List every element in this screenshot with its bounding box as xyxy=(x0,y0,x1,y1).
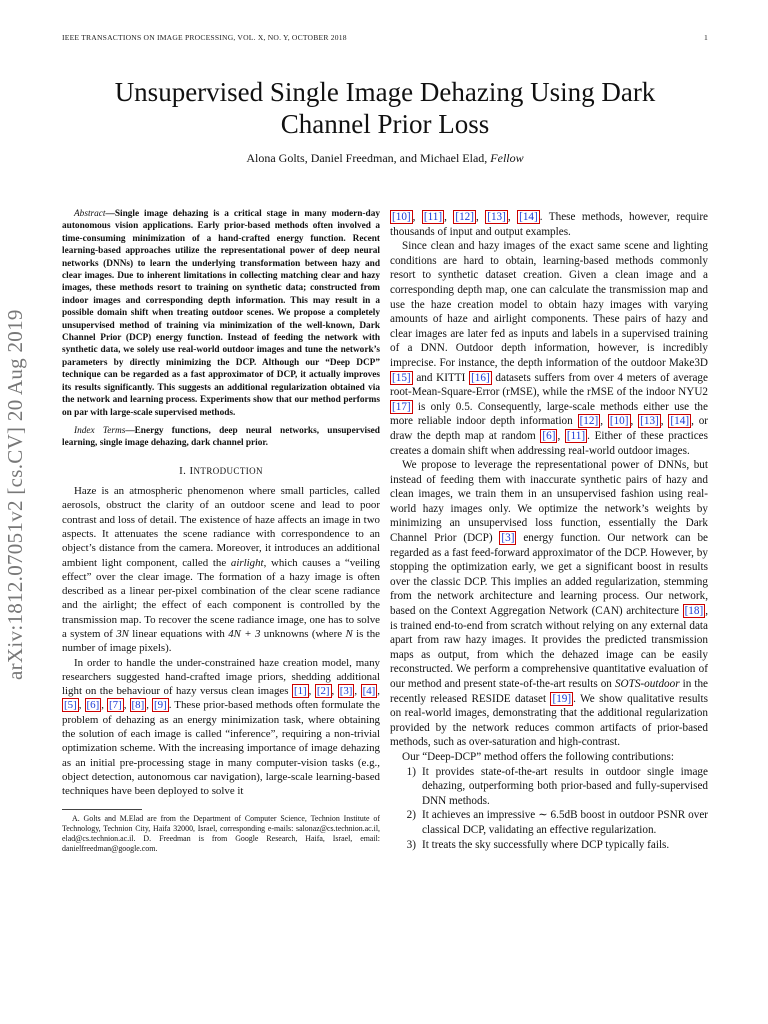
citation-link[interactable]: [9] xyxy=(154,699,167,712)
author-list xyxy=(62,151,708,166)
text-run: . Either of these practices creates a domain shift when addressing real-world outdoor images. xyxy=(390,429,708,457)
text-run: is only 0.5. Consequently, large-scale methods either use the more reliable indoor depth information xyxy=(390,400,708,428)
intro-paragraph-1 xyxy=(62,484,380,656)
list-item xyxy=(390,838,708,853)
citation-link[interactable]: [5] xyxy=(64,699,77,712)
citation-link[interactable]: [11] xyxy=(423,211,443,223)
section-title-rest: NTRODUCTION xyxy=(193,465,263,476)
index-terms-lead: Index Terms xyxy=(74,425,126,436)
citation-link[interactable]: [8] xyxy=(131,699,145,712)
list-text: It treats the sky successfully where DCP typically fails. xyxy=(422,838,670,851)
contributions-list xyxy=(390,765,708,853)
author-fellow: Fellow xyxy=(490,151,524,165)
citation-link[interactable]: [14] xyxy=(519,211,538,223)
text-run: is the number of image pixels). xyxy=(62,627,380,655)
citation-link[interactable]: [17] xyxy=(392,400,411,413)
running-head xyxy=(62,33,708,42)
citation-link[interactable]: [19] xyxy=(552,692,572,705)
text-run: It achieves an impressive xyxy=(422,809,539,822)
citation-link[interactable]: [13] xyxy=(487,211,506,223)
citation-link[interactable]: [14] xyxy=(670,415,690,428)
citation-link[interactable]: [16] xyxy=(471,371,490,384)
intro-paragraph-4 xyxy=(390,458,708,750)
index-terms xyxy=(62,425,380,450)
intro-paragraph-3: Since clean and hazy images of the exact same scene and lighting conditions are hard to obtain, learning-based methods commonly resort to synthetic dataset creation. Given a clean image and a corresponding depth map, one can calculate the transmission map and use the haze creation model to obtain hazy images with varying amounts of haze and airlight components. These pairs of hazy and clear images are later fed as inputs and labels in a supervised training of a DNN. Outdoor depth information, however, is incredibly imprecise. For instance, the depth information of the outdoor Make3D [15] and KITTI [16] datasets suffers from over 4 meters of average root-Mean-Square-Error (rMSE), while the rMSE of the indoor NYU2 [17] is only 0.5. Consequently, large-scale methods either use the more reliable indoor depth information [12] , [10] , [13] , [14] , or draw the depth map at random [6] , [11] . Either of these practices creates a domain shift when addressing real-world outdoor images. xyxy=(390,240,709,457)
text-run: and KITTI xyxy=(412,371,470,384)
list-number: 2) xyxy=(406,809,416,822)
title-line-1: Unsupervised Single Image Dehazing Using Dark xyxy=(114,77,656,107)
citation-link[interactable]: [3] xyxy=(339,685,353,698)
right-column xyxy=(390,210,708,852)
arxiv-stamp[interactable]: arXiv:1812.07051v2 [cs.CV] 20 Aug 2019 xyxy=(3,309,27,680)
text-run: linear equations with xyxy=(128,627,229,640)
text-run: , or draw the depth map at random xyxy=(390,415,709,442)
math-4n-plus-3: 4N + 3 xyxy=(228,627,261,640)
citation-link[interactable]: [6] xyxy=(86,699,100,712)
citation-link[interactable]: [10] xyxy=(392,211,411,223)
citation-link[interactable]: [7] xyxy=(109,699,122,712)
airlight-term: airlight xyxy=(230,556,264,569)
text-run: dB boost in outdoor PSNR over classical DCP, validating an effective regularization. xyxy=(422,809,709,836)
abstract xyxy=(62,208,380,419)
list-number: 1) xyxy=(406,765,416,778)
citation-link[interactable]: [12] xyxy=(579,415,599,428)
intro-paragraph-2-cont: [10] , [11] , [12] , [13] , [14] . These methods, however, require thousands of input and output examples. xyxy=(390,211,709,238)
citation-link[interactable]: [15] xyxy=(392,371,411,384)
math-3n: 3N xyxy=(116,627,129,640)
citation-link[interactable]: [3] xyxy=(501,532,515,545)
abstract-text: —Single image dehazing is a critical stage in many modern-day autonomous vision applications. Early prior-based methods often involved a time-consuming minimization of a hand-crafted energy function. Recent learning-based approaches utilize the representational power of deep neural networks (DNNs) to learn the underlying transformation between hazy and clear images. Due to inherent limitations in collecting matching clear and hazy images, these methods resort to training on synthetic data; constructed from indoor images and corresponding depth information. This may result in a possible domain shift when treating outdoor scenes. We propose a completely unsupervised method of training via minimization of the well-known, Dark Channel Prior (DCP) energy function. Instead of feeding the network with synthetic data, we solely use real-world outdoor images and tune the network’s parameters by directly minimizing the DCP. Although our “Deep DCP” technique can be regarded as a fast approximator of DCP, it actually improves its results significantly. This suggests an additional regularization obtained via the network and learning process. Experiments show that our method performs on par with large-scale supervised methods. xyxy=(62,209,380,418)
citation-link[interactable]: [10] xyxy=(609,415,629,428)
section-numeral: I. I xyxy=(179,464,194,477)
text-run: unknowns (where xyxy=(260,627,346,640)
citation-link[interactable]: [2] xyxy=(316,685,330,698)
text-run: . These methods, however, require thousands of input and output examples. xyxy=(390,211,709,238)
math-n: N xyxy=(345,627,353,640)
list-item xyxy=(390,808,708,837)
text-run: Since clean and hazy images of the exact same scene and lighting conditions are hard to obtain, learning-based methods commonly resort to synthetic dataset creation. Given a clean image and a corresponding depth map, one can calculate the transmission map and use the haze creation model to obtain hazy images with varying amounts of haze and airlight components. These pairs of hazy and clear images are later fed as inputs and labels in a supervised training of a DNN. Outdoor depth information, however, is incredibly imprecise. For instance, the depth information of the outdoor Make3D xyxy=(390,240,708,369)
text-run: Haze is an atmospheric phenomenon where small particles, called aerosols, obstruct the clarity of an outdoor scene and lead to poor contrast and loss of detail. The existence of haze affects an image in two aspects. It attenuates the scene radiance with correspondence to an object’s distance from the camera. Moreover, it introduces an additional ambient light component, called the xyxy=(62,485,380,569)
citation-link[interactable]: [6] xyxy=(542,429,556,442)
list-text: It provides state-of-the-art results in outdoor single image dehazing, outperforming both prior-based and fully-supervised DNN methods. xyxy=(422,765,708,807)
citation-link[interactable]: [4] xyxy=(362,685,376,698)
citation-link[interactable]: [18] xyxy=(684,605,704,618)
text-run: datasets suffers from over 4 meters of average root-Mean-Square-Error (rMSE), while the rMSE of the indoor NYU2 xyxy=(390,371,708,399)
citation-link[interactable]: [11] xyxy=(566,429,586,442)
list-text xyxy=(422,808,708,837)
abstract-lead: Abstract xyxy=(74,209,106,219)
text-run: . We show qualitative results on real-world images, demonstrating that the additional regularization provided by the network reduces common artifacts of prior-based methods, such as over-saturation and high-contrast. xyxy=(390,692,708,749)
dataset-name: SOTS-outdoor xyxy=(614,678,680,690)
text-run: energy function. Our network can be regarded as a fast feed-forward approximator of the DCP. However, by stopping the optimization early, we get a significant boost in results over the classic DCP. This implies an added regularization, stemming from the network architecture and learning process. Our network, based on the Context Aggregation Network (CAN) architecture xyxy=(390,532,708,618)
citation-link[interactable]: [1] xyxy=(293,685,307,698)
text-run: in the recently released RESIDE dataset xyxy=(390,678,709,705)
text-run: In order to handle the under-constrained haze creation model, many researchers suggested hand-crafted image priors, shedding additional light on the behaviour of hazy versus clean images xyxy=(62,656,380,698)
contributions-intro: Our “Deep-DCP” method offers the following contributions: xyxy=(402,750,674,763)
citation-link[interactable]: [12] xyxy=(455,211,474,223)
text-run: We propose to leverage the representational power of DNNs, but instead of feeding them with inaccurate synthetic pairs of hazy and clean images, we train them in an unsupervised fashion using real-world hazy images only. We optimize the network’s weights by minimizing an unsupervised loss function, essentially the Dark Channel Prior (DCP) xyxy=(390,459,708,545)
page-number: 1 xyxy=(704,33,708,42)
citation-link[interactable]: [13] xyxy=(640,415,659,428)
list-item xyxy=(390,765,708,809)
text-run: , which causes a “veiling effect” over the clear image. The formation of a hazy image is often described as a linear per-pixel combination of the clear scene radiance and the airlight; the effect of each component is controlled by the transmission map. To recover the scene radiance image, one has to solve a system of xyxy=(62,556,380,640)
list-number: 3) xyxy=(406,838,416,851)
math-approx: ∼ 6.5 xyxy=(538,809,565,822)
left-column xyxy=(62,208,380,854)
affiliation-footnote: A. Golts and M.Elad are from the Department of Computer Science, Technion Institute of Technology, Technion City, Haifa 32000, Israel, corresponding e-mails: salonaz@cs.technion.ac.il, elad@cs.technion.ac.il. D. Freedman is from Google Research, Haifa, Israel, email: danielfreedman@google.com. xyxy=(62,813,380,854)
index-terms-text: —Energy functions, deep neural networks, unsupervised learning, single image dehazing, dark channel prior. xyxy=(62,425,380,449)
intro-paragraph-2: In order to handle the under-constrained haze creation model, many researchers suggested hand-crafted image priors, shedding additional light on the behaviour of hazy versus clean images [1] , [2] , [3] , [4] , [5] , [6] , [7] , [8] , [9] . These prior-based methods often formulate the problem of dehazing as an energy minimization task, where obtaining the solution of each image is called “inference”, requiring a non-trivial optimization scheme. With the increasing importance of image dehazing as an initial pre-processing stage in many computer-vision tasks (e.g., object detection, autonomous car navigation), large-scale learning-based techniques have been deployed to solve it xyxy=(62,656,380,798)
footnote-rule xyxy=(62,809,142,810)
paper-title xyxy=(62,76,708,140)
author-names: Alona Golts, Daniel Freedman, and Michael Elad, xyxy=(246,151,488,165)
journal-header: IEEE TRANSACTIONS ON IMAGE PROCESSING, VOL. X, NO. Y, OCTOBER 2018 xyxy=(62,33,347,42)
text-run: , is trained end-to-end from scratch without relying on any external data apart from raw hazy images. It provides the predicted transmission maps as output, from which the dehazed image can be easily reconstructed. We perform a comprehensive quantitative evaluation of our method and present state-of-the-art results on xyxy=(390,605,708,690)
section-heading-introduction xyxy=(62,464,380,478)
title-line-2: Channel Prior Loss xyxy=(280,109,490,139)
text-run: . These prior-based methods often formulate the problem of dehazing as an energy minimization task, where obtaining the solution of each image is called “inference”, requiring a non-trivial optimization scheme. With the increasing importance of image dehazing as an initial pre-processing stage in many computer-vision tasks (e.g., object detection, autonomous car navigation), large-scale learning-based techniques have been deployed to solve it xyxy=(62,699,380,798)
